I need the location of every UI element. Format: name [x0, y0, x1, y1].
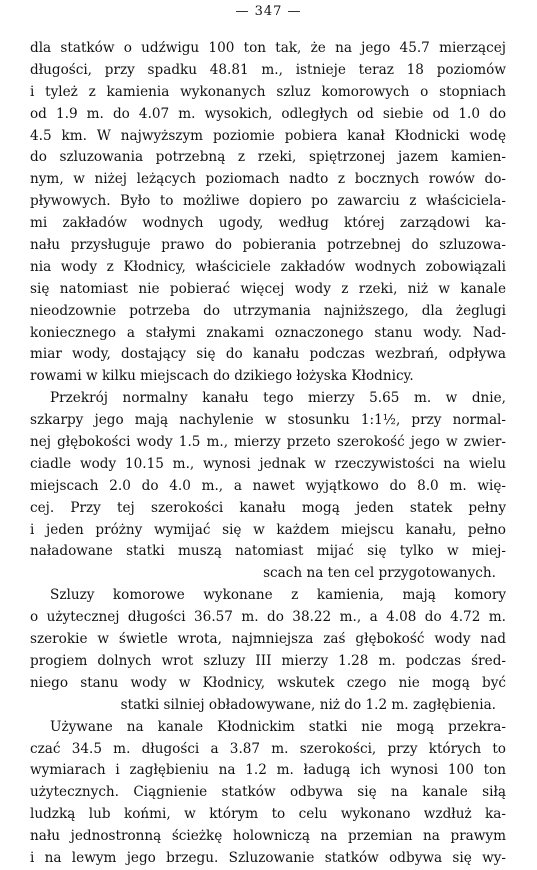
text-line: rowami w kilku miejscach do dzikiego łożyska Kłodnicy. [30, 368, 414, 385]
text-line: i na lewym jego brzegu. Szluzowanie statków odbywa się wy- [30, 849, 506, 866]
text-line: Szluzy komorowe wykonane z kamienia, mają komory [50, 587, 506, 604]
text-line: niego stanu wody w Kłodnicy, wskutek czego nie mogą być [30, 674, 506, 691]
text-line: progiem dolnych wrot szluzy III mierzy 1.28 m. podczas śred- [30, 652, 506, 669]
text-line: naładowane statki muszą natomiast mijać się tylko w miej- [30, 543, 506, 560]
text-line: dla statków o udźwigu 100 ton tak, że na jego 45.7 mierzącej [30, 40, 506, 56]
text-line: nia wody z Kłodnicy, właściciele zakładów wodnych zobowiązali [30, 258, 506, 275]
text-line: i tyleż z kamienia wykonanych szluz komorowych o stopniach [30, 83, 506, 100]
page-number: — 347 — [235, 4, 302, 19]
text-line: miar wody, dostający się do kanału podczas wezbrań, odpływa [30, 346, 506, 363]
text-line: i jeden próżny wymijać się w każdem miejscu kanału, pełno [30, 521, 506, 538]
text-line: mi zakładów wodnych ugody, według której zarządowi ka- [30, 215, 506, 232]
text-line: nej głębokości wody 1.5 m., mierzy przeto szerokość jego w zwier- [30, 434, 506, 451]
page-body [30, 38, 506, 870]
text-line: od 1.9 m. do 4.07 m. wysokich, odległych od siebie od 1.0 do [30, 105, 506, 122]
text-line: ludzką lub końmi, w którym to celu wykonano wzdłuż ka- [30, 806, 506, 823]
text-line: Przekrój normalny kanału tego mierzy 5.65 m. w dnie, [50, 390, 506, 407]
text-line: użytecznych. Ciągnienie statków odbywa się na kanale siłą [30, 784, 506, 801]
text-line: Używane na kanale Kłodnickim statki nie mogą przekra- [50, 718, 506, 735]
text-line: nym, w niżej leżących poziomach nadto z bocznych rowów do- [30, 171, 506, 188]
text-line: koniecznego a stałymi znakami oznaczonego stanu wody. Nad- [30, 324, 506, 341]
text-line: nału jednostronną ścieżkę holowniczą na przemian na prawym [30, 828, 506, 845]
text-line: ciadle wody 10.15 m., wynosi jednak w rzeczywistości na wielu [30, 455, 506, 472]
text-line: scach na ten cel przygotowanych. [263, 565, 496, 582]
text-line: o użytecznej długości 36.57 m. do 38.22 m., a 4.08 do 4.72 m. [30, 609, 506, 626]
text-line: pływowych. Było to możliwe dopiero po zawarciu z właściciela- [30, 193, 506, 210]
text-line: się natomiast nie pobierać więcej wody z rzeki, niż w kanale [30, 280, 506, 297]
text-line: wymiarach i zagłębieniu na 1.2 m. ładugą ich wynosi 100 ton [30, 762, 506, 779]
text-line: nieodzownie potrzeba do utrzymania najniższego, dla żeglugi [30, 302, 506, 319]
text-line: długości, przy spadku 48.81 m., istnieje teraz 18 poziomów [30, 61, 506, 78]
text-line: czać 34.5 m. długości a 3.87 m. szerokości, przy których to [30, 740, 506, 757]
text-line: cej. Przy tej szerokości kanału mogą jeden statek pełny [30, 499, 506, 516]
text-line: statki silniej obładowywane, niż do 1.2 m. zagłębienia. [120, 696, 496, 713]
text-line: do szluzowania potrzebną z rzeki, spiętrzonej jazem kamien- [30, 149, 506, 166]
text-line: miejscach 2.0 do 4.0 m., a nawet wyjątkowo do 8.0 m. wię- [30, 477, 506, 494]
text-line: szerokie w świetle wrota, najmniejsza zaś głębokość wody nad [30, 631, 506, 648]
text-line: szkarpy jego mają nachylenie w stosunku 1:1½, przy normal- [30, 412, 506, 429]
text-line: 4.5 km. W najwyższym poziomie pobiera kanał Kłodnicki wodę [30, 127, 506, 144]
text-line: nału przysługuje prawo do pobierania potrzebnej do szluzowa- [30, 237, 506, 254]
